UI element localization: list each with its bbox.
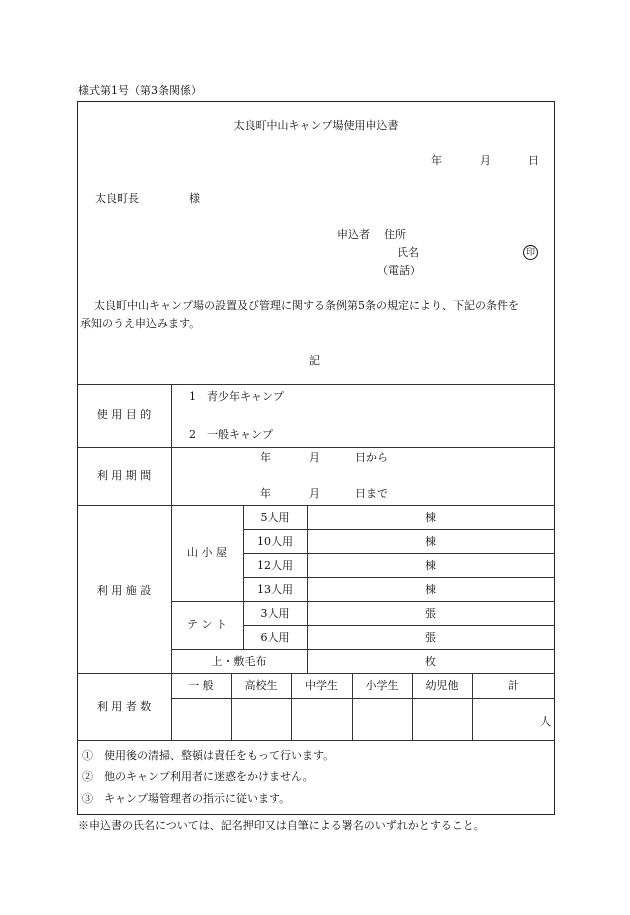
seal-mark: 印 — [523, 245, 538, 260]
period-label: 利 用 期 間 — [96, 469, 152, 482]
ki-label: 記 — [309, 354, 320, 367]
tent-size: 6人用 — [260, 631, 290, 644]
cabin-count-unit[interactable]: 棟 — [425, 559, 436, 572]
condition-item: ② 他のキャンプ利用者に迷惑をかけません。 — [82, 770, 314, 783]
date-month[interactable]: 月 — [480, 154, 491, 167]
cabin-count-unit[interactable]: 棟 — [425, 583, 436, 596]
users-header: 高校生 — [244, 679, 278, 692]
tent-count-unit[interactable]: 張 — [425, 607, 436, 620]
body-text-line1: 太良町中山キャンプ場の設置及び管理に関する条例第5条の規定により、下記の条件を — [94, 299, 519, 312]
condition-item: ③ キャンプ場管理者の指示に従います。 — [82, 792, 291, 805]
cabin-count-unit[interactable]: 棟 — [425, 511, 436, 524]
form-title: 太良町中山キャンプ場使用申込書 — [233, 119, 399, 132]
addressee-honorific: 様 — [189, 192, 200, 205]
period-from-day[interactable]: 日から — [355, 451, 388, 464]
applicant-name-label: 氏名 — [397, 246, 419, 259]
users-header: 一 般 — [188, 679, 214, 692]
applicant-address-label: 住所 — [384, 228, 406, 241]
body-text-line2: 承知のうえ申込みます。 — [80, 317, 201, 330]
period-from-month[interactable]: 月 — [309, 451, 320, 464]
divider — [77, 740, 555, 741]
tent-label: テ ン ト — [187, 618, 227, 631]
cabin-label: 山 小 屋 — [187, 546, 227, 559]
period-to-year[interactable]: 年 — [260, 487, 271, 500]
cabin-count-unit[interactable]: 棟 — [425, 535, 436, 548]
divider — [243, 529, 555, 530]
divider — [171, 601, 555, 602]
cabin-size: 12人用 — [257, 559, 293, 572]
cabin-size: 10人用 — [257, 535, 293, 548]
divider — [243, 553, 555, 554]
users-header: 幼児他 — [425, 679, 459, 692]
condition-item: ① 使用後の清掃、整頓は責任をもって行います。 — [82, 749, 335, 762]
users-header: 小学生 — [365, 679, 399, 692]
cabin-size: 5人用 — [260, 511, 290, 524]
users-header: 計 — [508, 679, 519, 692]
users-total-unit[interactable]: 人 — [540, 715, 551, 728]
form-id: 様式第1号（第3条関係） — [78, 84, 202, 97]
applicant-label: 申込者 — [337, 228, 370, 241]
period-from-year[interactable]: 年 — [260, 451, 271, 464]
users-header: 中学生 — [305, 679, 338, 692]
divider — [77, 384, 555, 385]
users-label: 利 用 者 数 — [96, 700, 152, 713]
divider — [243, 577, 555, 578]
divider — [77, 505, 555, 506]
divider — [243, 625, 555, 626]
period-to-day[interactable]: 日まで — [355, 487, 388, 500]
purpose-option-2[interactable]: 2 一般キャンプ — [189, 428, 273, 441]
footnote: ※申込書の氏名については、記名押印又は自筆による署名のいずれかとすること。 — [78, 819, 485, 832]
applicant-phone-label: （電話） — [377, 264, 421, 277]
period-to-month[interactable]: 月 — [309, 487, 320, 500]
divider — [243, 505, 244, 649]
tent-count-unit[interactable]: 張 — [425, 631, 436, 644]
addressee-name: 太良町長 — [95, 192, 139, 205]
blanket-count-unit[interactable]: 枚 — [425, 655, 436, 668]
facilities-label: 利 用 施 設 — [96, 584, 152, 597]
purpose-label: 使 用 目 的 — [96, 408, 152, 421]
purpose-option-1[interactable]: 1 青少年キャンプ — [189, 390, 284, 403]
cabin-size: 13人用 — [257, 583, 293, 596]
divider — [171, 649, 555, 650]
divider — [77, 673, 555, 674]
divider — [307, 505, 308, 673]
date-year[interactable]: 年 — [431, 154, 442, 167]
divider — [171, 698, 555, 699]
date-day[interactable]: 日 — [528, 154, 539, 167]
blanket-label: 上・敷毛布 — [211, 655, 267, 668]
tent-size: 3人用 — [260, 607, 290, 620]
divider — [77, 447, 555, 448]
